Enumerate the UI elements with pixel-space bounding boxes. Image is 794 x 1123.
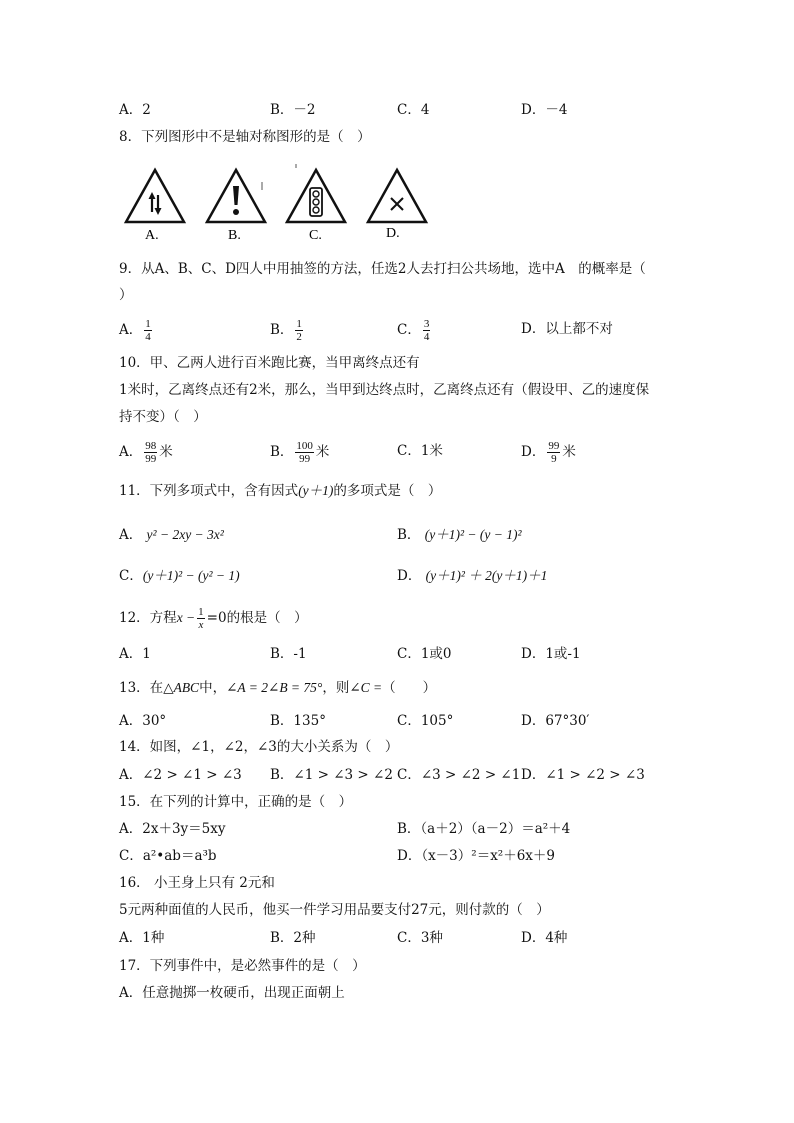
q14-option-a: A．∠2 > ∠1 > ∠3 (119, 767, 242, 783)
q10-stem-line2: 1米时，乙离终点还有2米，那么，当甲到达终点时，乙离终点还有（假设甲、乙的速度保 (119, 382, 650, 398)
q7-option-c: C．4 (397, 102, 430, 118)
q7-option-b: B．－2 (270, 102, 316, 118)
q15-option-b: B．（a＋2）（a－2）＝a²＋4 (397, 821, 571, 837)
q7-option-a: A．2 (119, 102, 151, 118)
q10-stem-line3: 持不变）（ ） (119, 409, 207, 425)
q10-option-c: C．1米 (397, 443, 443, 459)
q9-stem-line1: 9．从A、B、C、D四人中用抽签的方法，任选2人去打扫公共场地，选中A 的概率是（ (119, 261, 646, 277)
q13-option-a: A．30° (119, 713, 167, 729)
q11-option-a: A． y² − 2xy − 3x² (119, 527, 224, 543)
figure-a-label: A. (145, 228, 159, 243)
q12-option-d: D．1或-1 (521, 646, 581, 662)
q9-option-c: C． $\frac{3}{4}$ (397, 318, 430, 343)
q8-stem: 8．下列图形中不是轴对称图形的是（ ） (119, 129, 371, 145)
q9-option-a: A． $\frac{1}{4}$ (119, 318, 151, 343)
q14-stem: 14．如图，∠1，∠2，∠3的大小关系为（ ） (119, 739, 399, 755)
q11-option-b: B． (y＋1)² − (y − 1)² (397, 527, 522, 543)
figure-d-label: D. (386, 226, 400, 241)
q14-option-d: D．∠1 > ∠2 > ∠3 (521, 767, 645, 783)
q12-option-b: B．-1 (270, 646, 307, 662)
q12-option-a: A．1 (119, 646, 151, 662)
figure-b-label: B. (228, 228, 241, 243)
q13-option-c: C．105° (397, 713, 454, 729)
q13-option-b: B．135° (270, 713, 326, 729)
figure-c-label: C. (309, 228, 322, 243)
q13-stem: 13．在△ABC中，∠A = 2∠B = 75°，则∠C =（ ） (119, 680, 437, 696)
q8-figures (122, 164, 442, 244)
q10-stem-line1: 10．甲、乙两人进行百米跑比赛，当甲离终点还有 (119, 355, 420, 371)
q15-stem: 15．在下列的计算中，正确的是（ ） (119, 794, 353, 810)
figure-d-cross-sign (368, 170, 426, 241)
q11-option-d: D． (y＋1)² ＋ 2(y＋1)＋1 (397, 568, 548, 584)
figure-b-exclamation-sign (207, 170, 265, 243)
q16-stem-line2: 5元两种面值的人民币，他买一件学习用品要支付27元，则付款的（ ） (119, 902, 550, 918)
q16-option-c: C．3种 (397, 930, 443, 946)
q10-option-b: B． $\frac{100}{99}$ 米 (270, 440, 330, 465)
q11-stem: 11．下列多项式中，含有因式(y＋1)的多项式是（ ） (119, 483, 442, 499)
q16-stem-line1: 16． 小王身上只有 2元和 (119, 875, 275, 891)
q17-stem: 17．下列事件中，是必然事件的是（ ） (119, 958, 366, 974)
q9-option-d: D．以上都不对 (521, 321, 613, 337)
q13-option-d: D．67°30′ (521, 713, 590, 729)
q12-stem: 12．方程x − $\frac{1}{x}$ =0的根是（ ） (119, 606, 308, 631)
q15-option-a: A．2x＋3y＝5xy (119, 821, 226, 837)
q10-option-a: A． $\frac{98}{99}$ 米 (119, 440, 173, 465)
q10-option-d: D． $\frac{99}{9}$ 米 (521, 440, 576, 465)
q15-option-d: D．（x－3）²＝x²＋6x＋9 (397, 848, 556, 864)
q14-option-c: C．∠3 > ∠2 > ∠1 (397, 767, 521, 783)
q14-option-b: B．∠1 > ∠3 > ∠2 (270, 767, 393, 783)
q15-option-c: C．a²•ab＝a³b (119, 848, 217, 864)
q16-option-a: A．1种 (119, 930, 165, 946)
q11-option-c: C．(y＋1)² − (y² − 1) (119, 568, 240, 584)
q16-option-b: B．2种 (270, 930, 316, 946)
q9-option-b: B． $\frac{1}{2}$ (270, 318, 302, 343)
figure-c-traffic-light-sign (287, 164, 345, 243)
figure-a-arrows-sign (126, 170, 184, 243)
q9-stem-line2: ） (119, 287, 133, 303)
q7-option-d: D．－4 (521, 102, 568, 118)
q16-option-d: D．4种 (521, 930, 568, 946)
q17-option-a: A．任意抛掷一枚硬币，出现正面朝上 (119, 985, 345, 1001)
q12-option-c: C．1或0 (397, 646, 452, 662)
